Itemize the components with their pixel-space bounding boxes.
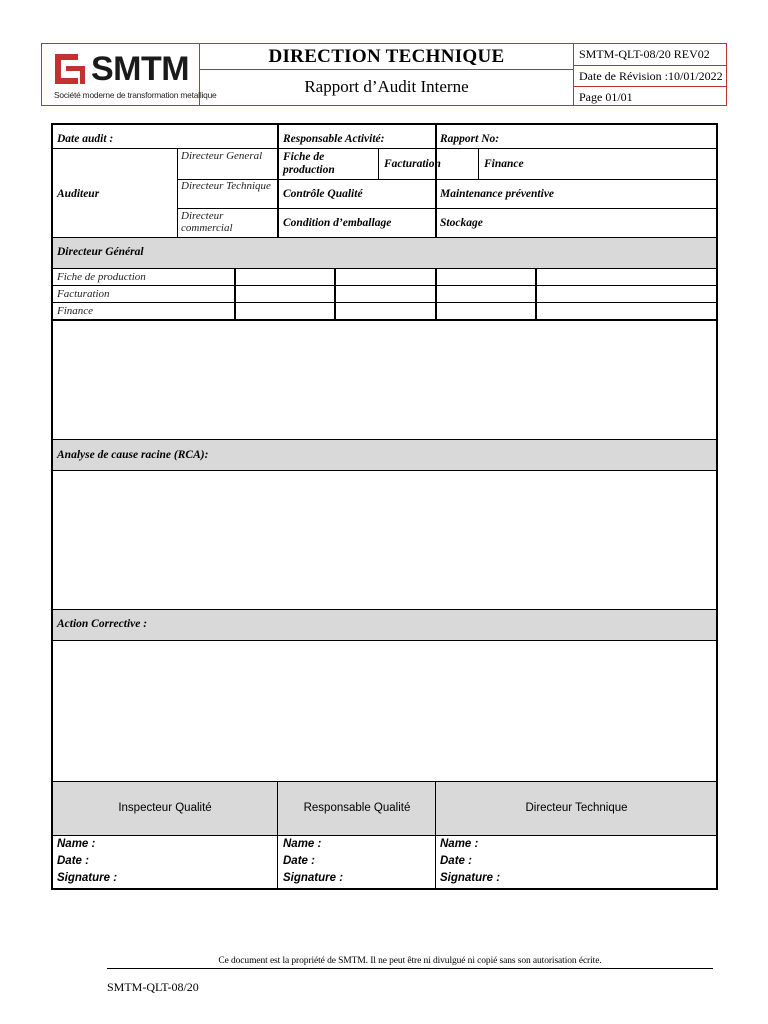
date-field-label: Date : xyxy=(57,855,89,867)
date-field-label: Date : xyxy=(283,855,315,867)
document-header xyxy=(41,43,727,106)
name-field-label: Name : xyxy=(57,838,96,850)
signature-col-responsable-qualite: Responsable Qualité xyxy=(303,802,411,814)
audit-form xyxy=(51,123,718,890)
activite-condition-emballage: Condition d’emballage xyxy=(283,217,392,229)
dg-notes-area[interactable] xyxy=(53,321,716,439)
logo-wordmark: SMTM xyxy=(91,50,190,88)
activite-facturation: Facturation xyxy=(384,158,441,170)
auditeur-directeur-technique: Directeur Technique xyxy=(181,180,271,192)
header-meta xyxy=(574,44,726,105)
signature-field-label: Signature : xyxy=(57,872,118,884)
smtm-logo-icon xyxy=(52,52,88,86)
header-title-block xyxy=(200,44,574,105)
section-rca-title: Analyse de cause racine (RCA): xyxy=(57,449,209,461)
activite-controle-qualite: Contrôle Qualité xyxy=(283,188,363,200)
document-title: DIRECTION TECHNIQUE xyxy=(268,46,505,67)
signature-block-inspecteur[interactable] xyxy=(57,836,117,887)
responsable-activite-label: Responsable Activité: xyxy=(283,133,385,145)
signature-block-directeur[interactable] xyxy=(440,836,500,887)
signature-col-inspecteur-qualite: Inspecteur Qualité xyxy=(118,802,212,814)
signature-field-label: Signature : xyxy=(283,872,344,884)
section-directeur-general-title: Directeur Général xyxy=(57,246,144,258)
action-corrective-notes-area[interactable] xyxy=(53,641,716,781)
dg-row-facturation: Facturation xyxy=(57,288,110,300)
auditeur-directeur-commercial: Directeur commercial xyxy=(181,210,233,234)
dg-row-fiche-production: Fiche de production xyxy=(57,271,146,283)
date-field-label: Date : xyxy=(440,855,472,867)
revision-date: Date de Révision :10/01/2022 xyxy=(574,65,726,85)
confidentiality-note: Ce document est la propriété de SMTM. Il ne peut être ni divulgué ni copié sans son autorisation écrite. xyxy=(218,956,602,966)
page-number: Page 01/01 xyxy=(574,86,726,106)
section-directeur-general xyxy=(53,238,716,268)
activite-stockage: Stockage xyxy=(440,217,483,229)
company-logo xyxy=(42,44,217,105)
dg-row-finance: Finance xyxy=(57,305,94,317)
section-action-corrective-title: Action Corrective : xyxy=(57,618,148,630)
document-code: SMTM-QLT-08/20 REV02 xyxy=(579,47,710,61)
section-rca xyxy=(53,440,716,470)
auditeur-label: Auditeur xyxy=(57,188,100,200)
document-subtitle: Rapport d’Audit Interne xyxy=(304,77,469,96)
name-field-label: Name : xyxy=(440,838,479,850)
signature-col-directeur-technique: Directeur Technique xyxy=(525,802,628,814)
auditeur-directeur-general: Directeur General xyxy=(181,150,263,162)
date-audit-label: Date audit : xyxy=(57,133,114,145)
name-field-label: Name : xyxy=(283,838,322,850)
signature-field-label: Signature : xyxy=(440,872,501,884)
logo-tagline: Société moderne de transformation metallique xyxy=(54,90,217,100)
activite-finance: Finance xyxy=(484,158,524,170)
activite-maintenance-preventive: Maintenance préventive xyxy=(440,188,555,200)
footer-document-code: SMTM-QLT-08/20 xyxy=(107,980,199,994)
rca-notes-area[interactable] xyxy=(53,471,716,609)
footer-divider xyxy=(107,968,713,969)
rapport-no-label: Rapport No: xyxy=(440,133,500,145)
signature-block-responsable[interactable] xyxy=(283,836,343,887)
activite-fiche-production: Fiche de production xyxy=(283,151,335,176)
section-action-corrective xyxy=(53,610,716,640)
